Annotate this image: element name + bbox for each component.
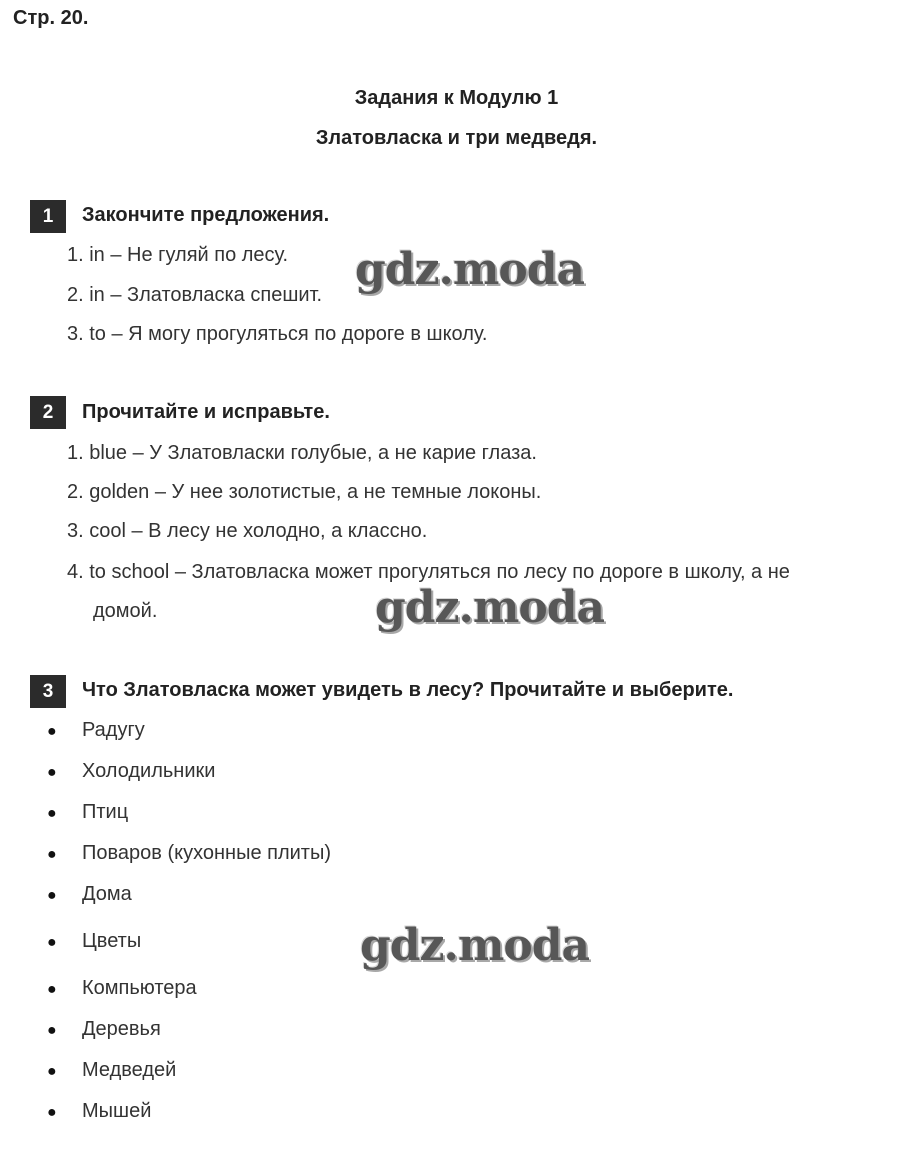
- bullet-icon: ●: [47, 887, 57, 904]
- task-1-item-1: 1. in – Не гуляй по лесу.: [67, 244, 289, 266]
- task-2-title: Прочитайте и исправьте.: [82, 401, 330, 423]
- story-heading: Златовласка и три медведя.: [315, 127, 598, 149]
- task-1-badge: 1: [30, 200, 66, 233]
- task-3-badge: 3: [30, 675, 66, 708]
- list-item: Компьютера: [82, 977, 197, 999]
- page-number: Стр. 20.: [13, 7, 89, 29]
- bullet-icon: ●: [47, 764, 57, 781]
- list-item: Холодильники: [82, 760, 216, 782]
- task-1-item-3: 3. to – Я могу прогуляться по дороге в школу.: [67, 323, 488, 345]
- bullet-icon: ●: [47, 1104, 57, 1121]
- task-2-item-4-continued: домой.: [93, 600, 158, 622]
- task-1-item-2: 2. in – Златовласка спешит.: [67, 284, 323, 306]
- list-item: Радугу: [82, 719, 145, 741]
- task-2-item-1: 1. blue – У Златовласки голубые, а не карие глаза.: [67, 442, 537, 464]
- list-item: Мышей: [82, 1100, 152, 1122]
- bullet-icon: ●: [47, 981, 57, 998]
- bullet-icon: ●: [47, 1022, 57, 1039]
- task-2-item-2: 2. golden – У нее золотистые, а не темные локоны.: [67, 481, 542, 503]
- list-item: Медведей: [82, 1059, 177, 1081]
- bullet-icon: ●: [47, 934, 57, 951]
- list-item: Дома: [82, 883, 132, 905]
- list-item: Цветы: [82, 930, 142, 952]
- task-3-title: Что Златовласка может увидеть в лесу? Прочитайте и выберите.: [82, 679, 734, 701]
- task-2-badge: 2: [30, 396, 66, 429]
- list-item: Деревья: [82, 1018, 161, 1040]
- task-1-title: Закончите предложения.: [82, 204, 330, 226]
- task-2-item-4: 4. to school – Златовласка может прогуляться по лесу по дороге в школу, а не: [67, 561, 790, 583]
- module-heading: Задания к Модулю 1: [354, 87, 559, 109]
- bullet-icon: ●: [47, 846, 57, 863]
- task-2-item-3: 3. cool – В лесу не холодно, а классно.: [67, 520, 428, 542]
- list-item: Птиц: [82, 801, 129, 823]
- list-item: Поваров (кухонные плиты): [82, 842, 331, 864]
- bullet-icon: ●: [47, 1063, 57, 1080]
- bullet-icon: ●: [47, 805, 57, 822]
- watermark-logo: gdz.moda: [375, 582, 605, 633]
- watermark-logo: gdz.moda: [355, 244, 585, 295]
- watermark-logo: gdz.moda: [360, 920, 590, 971]
- bullet-icon: ●: [47, 723, 57, 740]
